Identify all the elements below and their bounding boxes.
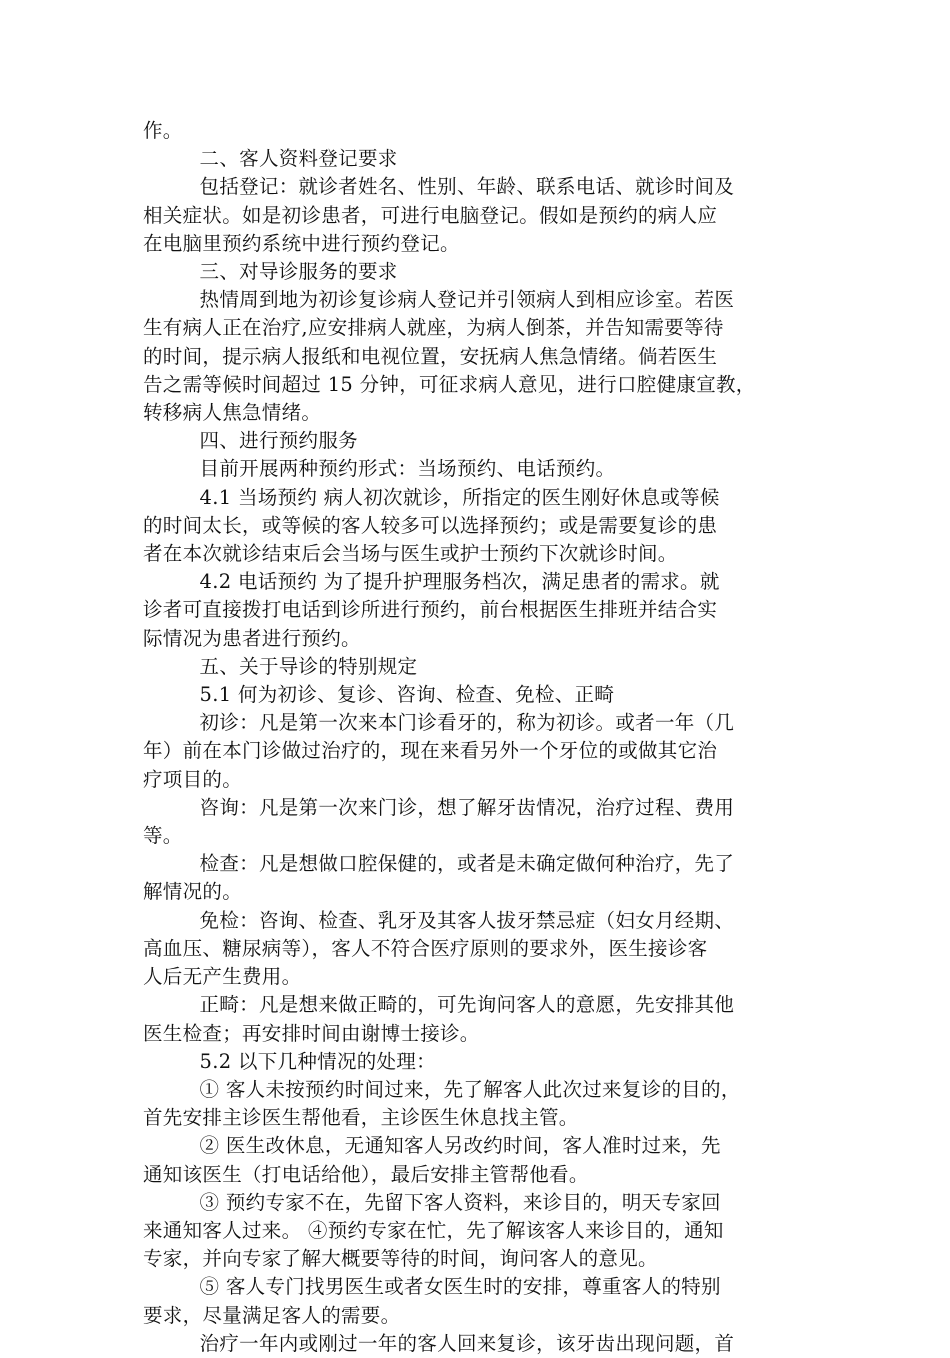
paragraph-appointment-forms: 目前开展两种预约形式：当场预约、电话预约。 [199,457,616,481]
paragraph-phone-appointment: 4.2 电话预约 为了提升护理服务档次，满足患者的需求。就 诊者可直接拨打电话到诊所进行预约，前台根据医生排班并结合实 际情况为患者进行预约。 [143,570,720,650]
paragraph-first-visit: 初诊：凡是第一次来本门诊看牙的，称为初诊。或者一年（几 年）前在本门诊做过治疗的，现在来看另外一个牙位的或做其它治 疗项目的。 [143,711,735,791]
paragraph-guidance: 热情周到地为初诊复诊病人登记并引领病人到相应诊室。若医 生有病人正在治疗,应安排病人就座，为病人倒茶，并告知需要等待 的时间，提示病人报纸和电视位置，安抚病人焦急情绪。倘若医生 告之需等候时间超过 15 分钟，可征求病人意见，进行口腔健康宣教， 转移病人焦急情绪。 [143,288,756,425]
document-page [143,117,815,1358]
paragraph-consultation: 咨询：凡是第一次来门诊，想了解牙齿情况，治疗过程、费用 等。 [143,795,735,848]
paragraph-situation-3-4: ③ 预约专家不在，先留下客人资料，来诊目的，明天专家回 来通知客人过来。 ④预约专家在忙，先了解该客人来诊目的，通知 专家，并向专家了解大概要等待的时间，询问客人的意见。 [143,1190,724,1271]
paragraph-followup: 治疗一年内或刚过一年的客人回来复诊，该牙齿出现问题，首 [199,1331,735,1355]
paragraph-situation-5: ⑤ 客人专门找男医生或者女医生时的安排，尊重客人的特别 要求，尽量满足客人的需要。 [143,1275,721,1327]
paragraph-examination: 检查：凡是想做口腔保健的，或者是未确定做何种治疗，先了 解情况的。 [143,852,735,904]
section-heading-special-rules: 五、关于导诊的特别规定 [199,654,418,678]
paragraph-continuation: 作。 [143,119,183,142]
paragraph-registration: 包括登记：就诊者姓名、性别、年龄、联系电话、就诊时间及 相关症状。如是初诊患者，可进行电脑登记。假如是预约的病人应 在电脑里预约系统中进行预约登记。 [143,175,735,255]
paragraph-exemption: 免检：咨询、检查、乳牙及其客人拔牙禁忌症（妇女月经期、 高血压、糖尿病等），客人不符合医疗原则的要求外，医生接诊客 人后无产生费用。 [143,908,735,989]
paragraph-onsite-appointment: 4.1 当场预约 病人初次就诊，所指定的医生刚好休息或等候 的时间太长，或等候的客人较多可以选择预约；或是需要复诊的患 者在本次就诊结束后会当场与医生或护士预约下次就诊时间。 [143,485,720,566]
section-heading-registration: 二、客人资料登记要求 [199,147,398,171]
section-heading-appointment: 四、进行预约服务 [199,429,358,453]
paragraph-orthodontics: 正畸：凡是想来做正畸的，可先询问客人的意愿，先安排其他 医生检查；再安排时间由谢博士接诊。 [143,993,735,1045]
subheading-definitions: 5.1 何为初诊、复诊、咨询、检查、免检、正畸 [199,683,615,707]
section-heading-guidance: 三、对导诊服务的要求 [199,260,398,284]
subheading-situations: 5.2 以下几种情况的处理： [199,1049,436,1073]
paragraph-situation-2: ② 医生改休息，无通知客人另改约时间，客人准时过来，先 通知该医生（打电话给他），最后安排主管帮他看。 [143,1134,721,1186]
paragraph-situation-1: ① 客人未按预约时间过来，先了解客人此次过来复诊的目的， 首先安排主诊医生帮他看，主诊医生休息找主管。 [143,1077,741,1130]
